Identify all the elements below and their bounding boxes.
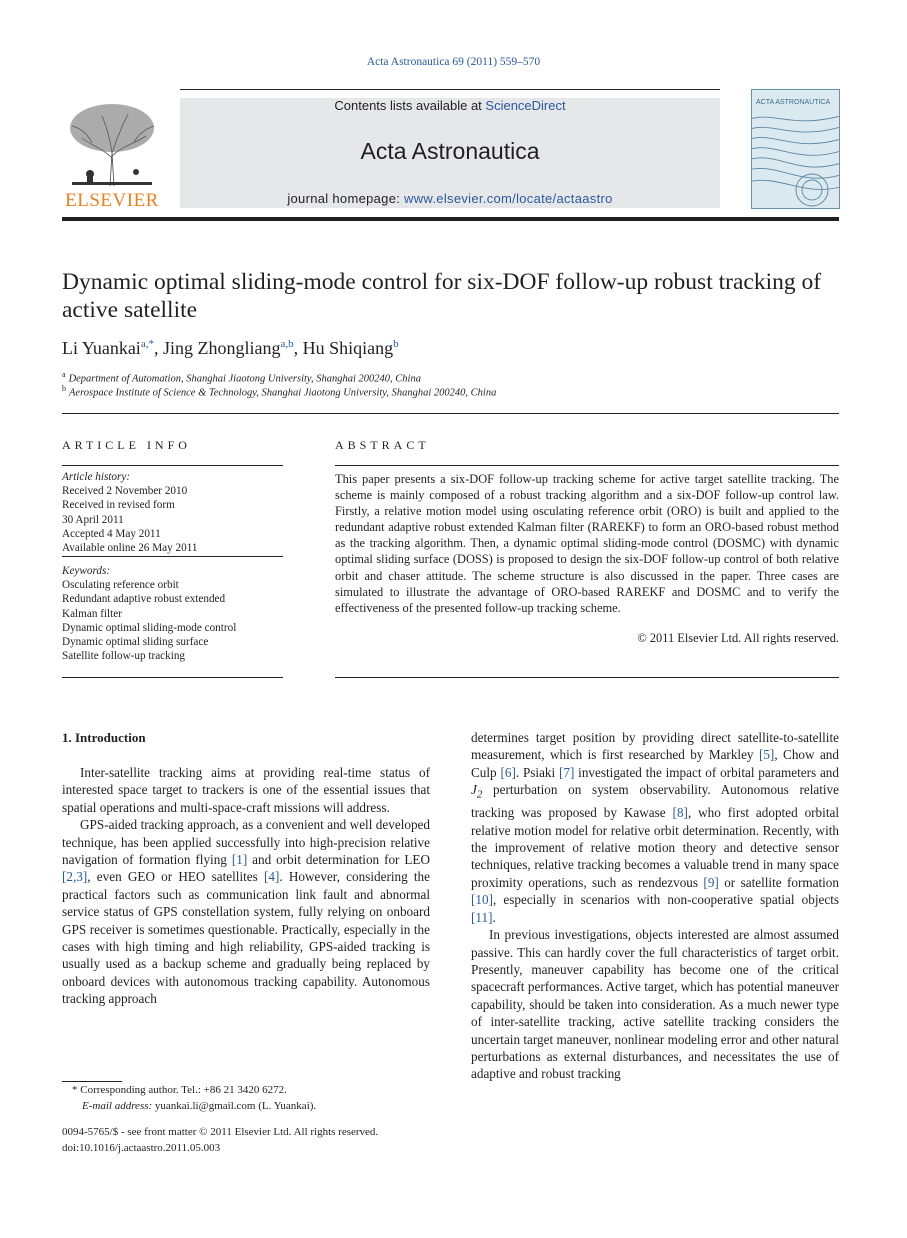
corresponding-author-note: * Corresponding author. Tel.: +86 21 3420 6272. <box>72 1084 287 1096</box>
journal-homepage-link[interactable]: www.elsevier.com/locate/actaastro <box>404 191 613 206</box>
divider <box>62 677 283 678</box>
divider <box>62 413 839 414</box>
cover-title: ACTA ASTRONAUTICA <box>756 99 831 106</box>
keywords <box>62 564 283 663</box>
divider <box>335 677 839 678</box>
author-name[interactable]: Li Yuankai <box>62 338 141 358</box>
doi-line[interactable]: doi:10.1016/j.actaastro.2011.05.003 <box>62 1141 221 1154</box>
divider <box>62 556 283 557</box>
contents-prefix: Contents lists available at <box>334 98 486 113</box>
reference-link[interactable]: [2,3] <box>62 869 88 885</box>
reference-link[interactable]: [4] <box>263 869 280 885</box>
sciencedirect-link[interactable]: ScienceDirect <box>485 98 566 113</box>
homepage-prefix: journal homepage: <box>287 191 405 206</box>
reference-link[interactable]: [7] <box>558 764 575 780</box>
journal-citation[interactable]: Acta Astronautica 69 (2011) 559–570 <box>366 56 541 68</box>
history-item: Received 2 November 2010 <box>62 485 188 498</box>
keyword: Osculating reference orbit <box>62 579 179 592</box>
journal-homepage-line <box>180 191 720 206</box>
reference-link[interactable]: [9] <box>703 874 719 890</box>
issn-line: 0094-5765/$ - see front matter © 2011 Elsevier Ltd. All rights reserved. <box>62 1126 379 1138</box>
reference-link[interactable]: [8] <box>672 805 688 821</box>
affiliation-mark: a <box>62 370 66 379</box>
affiliation-mark: b <box>62 384 66 393</box>
history-label: Article history: <box>62 471 131 483</box>
journal-cover-image[interactable] <box>751 89 840 209</box>
keyword: Dynamic optimal sliding surface <box>62 636 209 649</box>
reference-link[interactable]: [10] <box>471 892 493 908</box>
article-history <box>62 470 283 555</box>
history-item: Available online 26 May 2011 <box>62 542 198 555</box>
author-name[interactable]: Jing Zhongliang <box>162 338 281 358</box>
copyright-notice: © 2011 Elsevier Ltd. All rights reserved. <box>637 631 839 645</box>
header-thick-rule <box>62 217 839 221</box>
keywords-label: Keywords: <box>62 565 111 577</box>
footnote-rule <box>62 1081 122 1082</box>
reference-link[interactable]: [5] <box>758 747 775 763</box>
elsevier-wordmark: ELSEVIER <box>65 190 159 211</box>
page-footer <box>62 1125 462 1156</box>
body-column-right <box>471 729 839 1083</box>
article-info-heading: ARTICLE INFO <box>62 438 191 452</box>
history-item: Accepted 4 May 2011 <box>62 527 161 540</box>
keyword: Satellite follow-up tracking <box>62 650 186 663</box>
paragraph: determines target position by providing direct satellite-to-satellite measurement, which is first researched by Markley [5], Chow and Culp [6]. Psiaki [7] investigated the impact of orbital parameters and $J_2$ perturbation on system observability. Autonomous relative tracking was proposed by Kawase [8], who first adopted orbital relative motion model for relative orbit determination. Recently, with the improvement of relative motion theory and detective sensor techniques, relative tracking becomes a valuable trend in many space proximity operations, such as rendezvous [9] or satellite formation [10], especially in scenarios with non-cooperative spatial objects [11]. <box>471 730 839 925</box>
email-address[interactable]: yuankai.li@gmail.com (L. Yuankai). <box>152 1099 317 1112</box>
reference-link[interactable]: [6] <box>500 764 516 780</box>
author-name[interactable]: Hu Shiqiang <box>302 338 394 358</box>
contents-line <box>180 98 720 113</box>
affiliation-text: Aerospace Institute of Science & Technology, Shanghai Jiaotong University, Shanghai 200240, China <box>69 387 497 399</box>
keyword: Dynamic optimal sliding-mode control <box>62 621 237 634</box>
j2-symbol: $J_2$ <box>471 782 483 801</box>
header-rule <box>180 89 720 90</box>
abstract-heading: ABSTRACT <box>335 438 430 452</box>
divider <box>335 465 839 466</box>
reference-link[interactable]: [1] <box>231 852 248 868</box>
email-note: E-mail address: yuankai.li@gmail.com (L. Yuankai). <box>82 1099 317 1112</box>
paragraph: Inter-satellite tracking aims at providing real-time status of interested space target to trackers is one of the essential issues that spatial operations and multi-space-craft missions will address. <box>62 765 430 815</box>
abstract-text: This paper presents a six-DOF follow-up tracking scheme for active target satellite tracking. The scheme is mainly composed of a robust tracking algorithm and a six-DOF follow-up control law. Firstly, a relative motion model using osculating reference orbit (ORO) is built and applied to the redundant adaptive robust extended Kalman filter (RAREKF) to form an ORO-based robust method as the tracking algorithm. Then, a dynamic optimal sliding-mode control (DOSMC) with dynamic optimal sliding surface (DOSS) is proposed to design the six-DOF follow-up control of both relative orbit and chaser attitude. The scheme structure is also discussed in the paper. Three cases are simulated to illustrate the advantage of ORO-based RAREKF and DOSMC and to verify the effectiveness of the presented follow-up tracking scheme. <box>335 472 839 615</box>
keyword: Kalman filter <box>62 607 122 620</box>
section-heading: 1. Introduction <box>62 730 146 745</box>
keyword: Redundant adaptive robust extended <box>62 593 226 606</box>
journal-title: Acta Astronautica <box>360 138 540 164</box>
affiliation <box>62 384 496 399</box>
author-affiliation-mark[interactable]: b <box>393 338 399 350</box>
author-list: Li Yuankai$^{a,*}$, Jing Zhongliang$^{a,b}$, Hu Shiqiang$^b$ <box>62 338 399 358</box>
paragraph: GPS-aided tracking approach, as a convenient and well developed technique, has been applied successfully into high-precision relative navigation of formation flying [1] and orbit determination for LEO [2,3], even GEO or HEO satellites [4]. However, considering the practical factors such as communication link fault and abnormal service status of GPS constellation system, fully relying on onboard GPS receiver is sometimes questionable. Practically, especially in the cases with high timing and high reliability, GPS-aided tracking is usually used as a backup scheme and gradually being replaced by onboard devices with autonomous tracking capability. Autonomous tracking approach <box>62 817 431 1007</box>
article-title: Dynamic optimal sliding-mode control for six-DOF follow-up robust tracking of active satellite <box>62 269 822 323</box>
body-column-left <box>62 764 430 1008</box>
affiliation <box>62 370 421 385</box>
history-item: Received in revised form <box>62 499 175 512</box>
history-item: 30 April 2011 <box>62 513 124 526</box>
divider <box>62 465 283 466</box>
affiliation-text: Department of Automation, Shanghai Jiaotong University, Shanghai 200240, China <box>68 373 421 385</box>
footnote <box>62 1083 430 1114</box>
reference-link[interactable]: [11] <box>471 909 493 925</box>
paragraph: In previous investigations, objects interested are almost assumed passive. This can hardly cover the full characteristics of target orbit. Presently, maneuver capability has become one of the critical spacecraft performances. Active target, which has potential maneuver capability, should be taken into consideration. As a much newer type of inter-satellite tracking, active satellite tracking considers the uncertain target maneuver, nonlinear modeling error and other natural perturbations as external disturbances, and necessitates the use of adaptive and robust tracking <box>471 927 839 1082</box>
author-affiliation-mark[interactable]: a,* <box>140 338 154 350</box>
author-affiliation-mark[interactable]: a,b <box>280 338 294 350</box>
